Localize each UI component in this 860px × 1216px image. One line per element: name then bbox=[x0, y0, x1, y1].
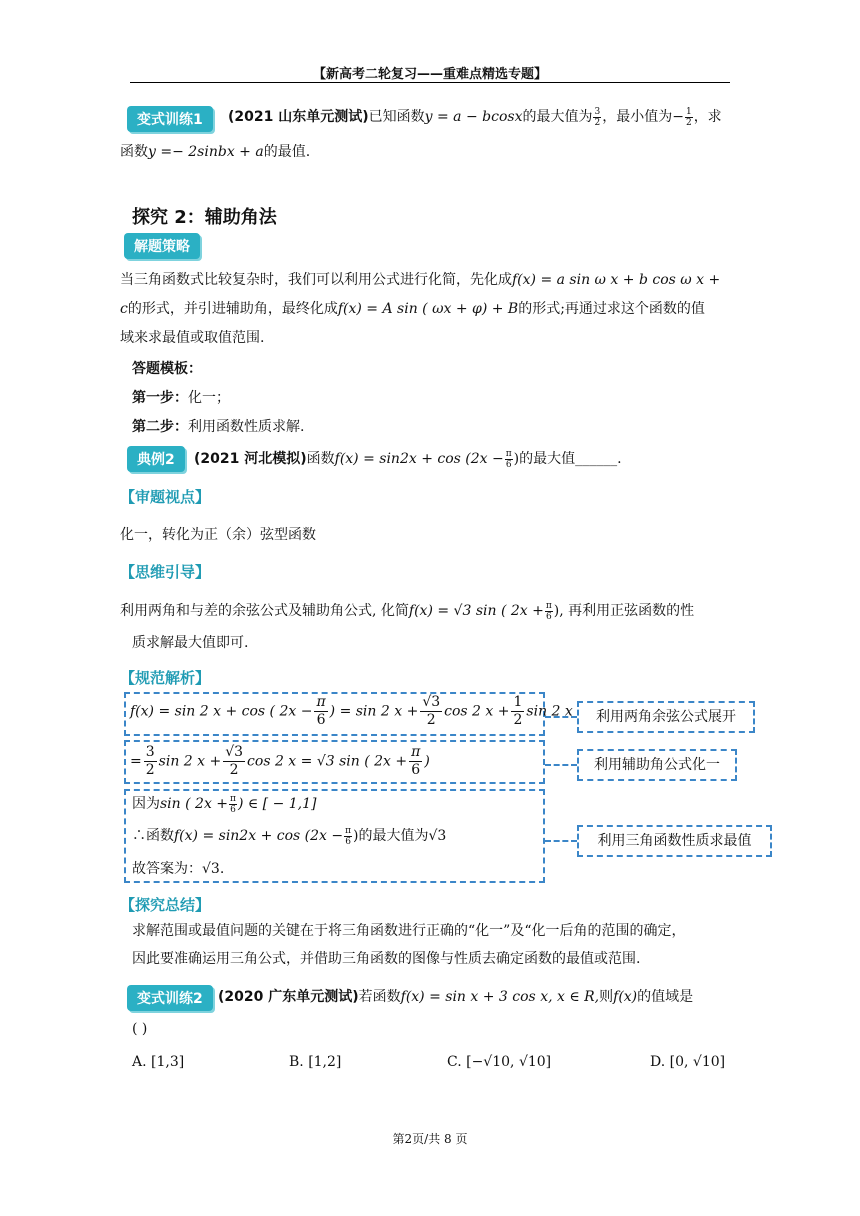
solution-line-3 bbox=[132, 791, 317, 817]
fraction bbox=[409, 744, 422, 779]
think-line1 bbox=[120, 598, 694, 624]
text: 的最值. bbox=[263, 144, 311, 160]
fraction bbox=[144, 744, 157, 779]
text: = bbox=[130, 753, 142, 770]
note-property: 利用三角函数性质求最值 bbox=[577, 825, 772, 857]
solution-line-2 bbox=[130, 744, 430, 779]
den: 2 bbox=[426, 712, 436, 728]
math: ) ∈ [ − 1,1] bbox=[237, 796, 317, 812]
text: ，求 bbox=[693, 109, 722, 125]
math: y =− 2sinbx + a bbox=[148, 144, 264, 160]
text: ), 再利用正弦函数的性 bbox=[553, 603, 695, 619]
step-2 bbox=[132, 414, 304, 440]
den: 6 bbox=[345, 836, 351, 847]
text: 的形式;再通过求这个函数的值 bbox=[518, 301, 705, 317]
review-heading: 【审题视点】 bbox=[120, 488, 211, 506]
exercise-2-source: (2020 广东单元测试) bbox=[218, 989, 359, 1005]
summary-line2: 因此要准确运用三角公式，并借助三角函数的图像与性质去确定函数的最值或范围. bbox=[132, 951, 641, 967]
note-expand: 利用两角余弦公式展开 bbox=[577, 701, 755, 733]
template-label: 答题模板： bbox=[132, 361, 202, 377]
exercise-2-line bbox=[218, 984, 693, 1010]
num: π bbox=[545, 600, 552, 611]
option-d[interactable]: D. [0, √10] bbox=[650, 1054, 726, 1070]
math: sin ( 2x + bbox=[160, 796, 229, 812]
text: 利用两角和与差的余弦公式及辅助角公式, 化简 bbox=[120, 603, 409, 619]
section-title: 探究 2：辅助角法 bbox=[132, 207, 277, 228]
solution-line-1 bbox=[130, 694, 573, 729]
den: 6 bbox=[411, 762, 421, 778]
math: sin 2 x + bbox=[158, 753, 222, 770]
header-rule bbox=[130, 82, 730, 83]
fraction bbox=[545, 601, 553, 622]
den: 2 bbox=[229, 762, 239, 778]
text: 利用函数性质求解. bbox=[188, 419, 305, 435]
analysis-heading: 【规范解析】 bbox=[120, 669, 211, 687]
strategy-line1 bbox=[120, 267, 720, 293]
fraction bbox=[593, 107, 601, 128]
den: 6 bbox=[545, 611, 552, 622]
step-label: 第二步： bbox=[132, 419, 188, 435]
math: sin 2 x bbox=[526, 703, 573, 720]
math: ) bbox=[424, 753, 430, 770]
num: π bbox=[505, 448, 512, 459]
think-heading: 【思维引导】 bbox=[120, 563, 211, 581]
math: y = a − bcosx bbox=[424, 109, 523, 125]
think-line2: 质求解最大值即可. bbox=[132, 635, 249, 651]
math: f(x) = a sin ω x + b cos ω x + bbox=[512, 272, 721, 288]
num: π bbox=[316, 694, 326, 710]
den: 2 bbox=[145, 762, 155, 778]
variant-training-2-tag: 变式训练2 bbox=[127, 985, 213, 1011]
answer-paren: ( ) bbox=[132, 1021, 148, 1037]
text: )的最大值为√3 bbox=[353, 828, 447, 844]
exercise-1-line1 bbox=[228, 104, 722, 130]
fraction bbox=[223, 744, 245, 779]
den: 2 bbox=[685, 117, 692, 128]
strategy-tag: 解题策略 bbox=[124, 233, 200, 259]
num: √3 bbox=[225, 744, 244, 760]
num: 1 bbox=[685, 106, 692, 117]
text: 化一； bbox=[188, 390, 230, 406]
connector-2 bbox=[545, 764, 577, 766]
note-auxiliary-angle: 利用辅助角公式化一 bbox=[577, 749, 737, 781]
option-c[interactable]: C. [−√10, √10] bbox=[447, 1054, 552, 1070]
math: f(x) = sin2x + cos (2x − bbox=[174, 828, 344, 844]
example-2-line bbox=[194, 446, 622, 472]
fraction bbox=[314, 694, 327, 729]
fraction bbox=[420, 694, 442, 729]
step-1 bbox=[132, 385, 230, 411]
fraction bbox=[511, 694, 524, 729]
exercise-1-source: (2021 山东单元测试) bbox=[228, 109, 369, 125]
text: 函数 bbox=[120, 144, 148, 160]
math: f(x) = sin x + 3 cos x, x ∈ R, bbox=[400, 989, 600, 1005]
math: cos 2 x = √3 sin ( 2x + bbox=[247, 753, 408, 770]
text: ∴函数 bbox=[132, 828, 174, 844]
math: cos 2 x + bbox=[444, 703, 510, 720]
num: π bbox=[230, 793, 236, 804]
text: 已知函数 bbox=[368, 109, 425, 125]
solution-answer: 故答案为：√3. bbox=[132, 861, 225, 877]
math: f(x) = sin 2 x + cos ( 2x − bbox=[130, 703, 313, 720]
page-header: 【新高考二轮复习——重难点精选专题】 bbox=[312, 67, 547, 82]
connector-3 bbox=[545, 840, 577, 842]
text: 则 bbox=[599, 989, 614, 1005]
math: c bbox=[120, 301, 128, 317]
math: f(x) = A sin ( ωx + φ) + B bbox=[337, 301, 519, 317]
exercise-1-line2 bbox=[120, 139, 310, 165]
strategy-line2 bbox=[120, 296, 705, 322]
fraction bbox=[505, 449, 513, 470]
text: )的最大值______. bbox=[513, 451, 622, 467]
fraction bbox=[229, 794, 237, 815]
fraction bbox=[685, 107, 693, 128]
solution-line-4 bbox=[132, 823, 446, 849]
step-label: 第一步： bbox=[132, 390, 188, 406]
example-2-source: (2021 河北模拟) bbox=[194, 451, 307, 467]
option-b[interactable]: B. [1,2] bbox=[289, 1054, 342, 1070]
connector-1 bbox=[545, 716, 577, 718]
num: 3 bbox=[145, 744, 155, 760]
num: π bbox=[411, 744, 421, 760]
page-footer: 第2页/共 8 页 bbox=[392, 1132, 468, 1146]
num: 1 bbox=[513, 694, 523, 710]
fraction bbox=[344, 826, 352, 847]
den: 2 bbox=[594, 117, 601, 128]
summary-line1: 求解范围或最值问题的关键在于将三角函数进行正确的“化一”及“化一后角的范围的确定， bbox=[132, 923, 686, 939]
math: f(x) = sin2x + cos (2x − bbox=[334, 451, 504, 467]
text: ，最小值为− bbox=[602, 109, 684, 125]
math: ) = sin 2 x + bbox=[329, 703, 419, 720]
text: 的形式，并引进辅助角，最终化成 bbox=[127, 301, 338, 317]
text: 函数 bbox=[306, 451, 335, 467]
text: 当三角函数式比较复杂时，我们可以利用公式进行化简，先化成 bbox=[120, 272, 512, 288]
den: 2 bbox=[513, 712, 523, 728]
den: 6 bbox=[230, 804, 236, 815]
math: f(x) = √3 sin ( 2x + bbox=[408, 603, 544, 619]
summary-heading: 【探究总结】 bbox=[120, 896, 211, 914]
option-a[interactable]: A. [1,3] bbox=[132, 1054, 185, 1070]
num: √3 bbox=[422, 694, 441, 710]
den: 6 bbox=[505, 459, 512, 470]
strategy-line3: 域来求最值或取值范围. bbox=[120, 330, 265, 346]
text: 若函数 bbox=[358, 989, 401, 1005]
variant-training-1-tag: 变式训练1 bbox=[127, 106, 213, 132]
example-2-tag: 典例2 bbox=[127, 446, 185, 472]
text: 因为 bbox=[132, 796, 160, 812]
den: 6 bbox=[316, 712, 326, 728]
math: f(x) bbox=[613, 989, 638, 1005]
num: 3 bbox=[594, 106, 601, 117]
text: 的最大值为 bbox=[522, 109, 593, 125]
num: π bbox=[345, 825, 352, 836]
text: 的值域是 bbox=[637, 989, 694, 1005]
review-text: 化一，转化为正（余）弦型函数 bbox=[120, 527, 316, 543]
